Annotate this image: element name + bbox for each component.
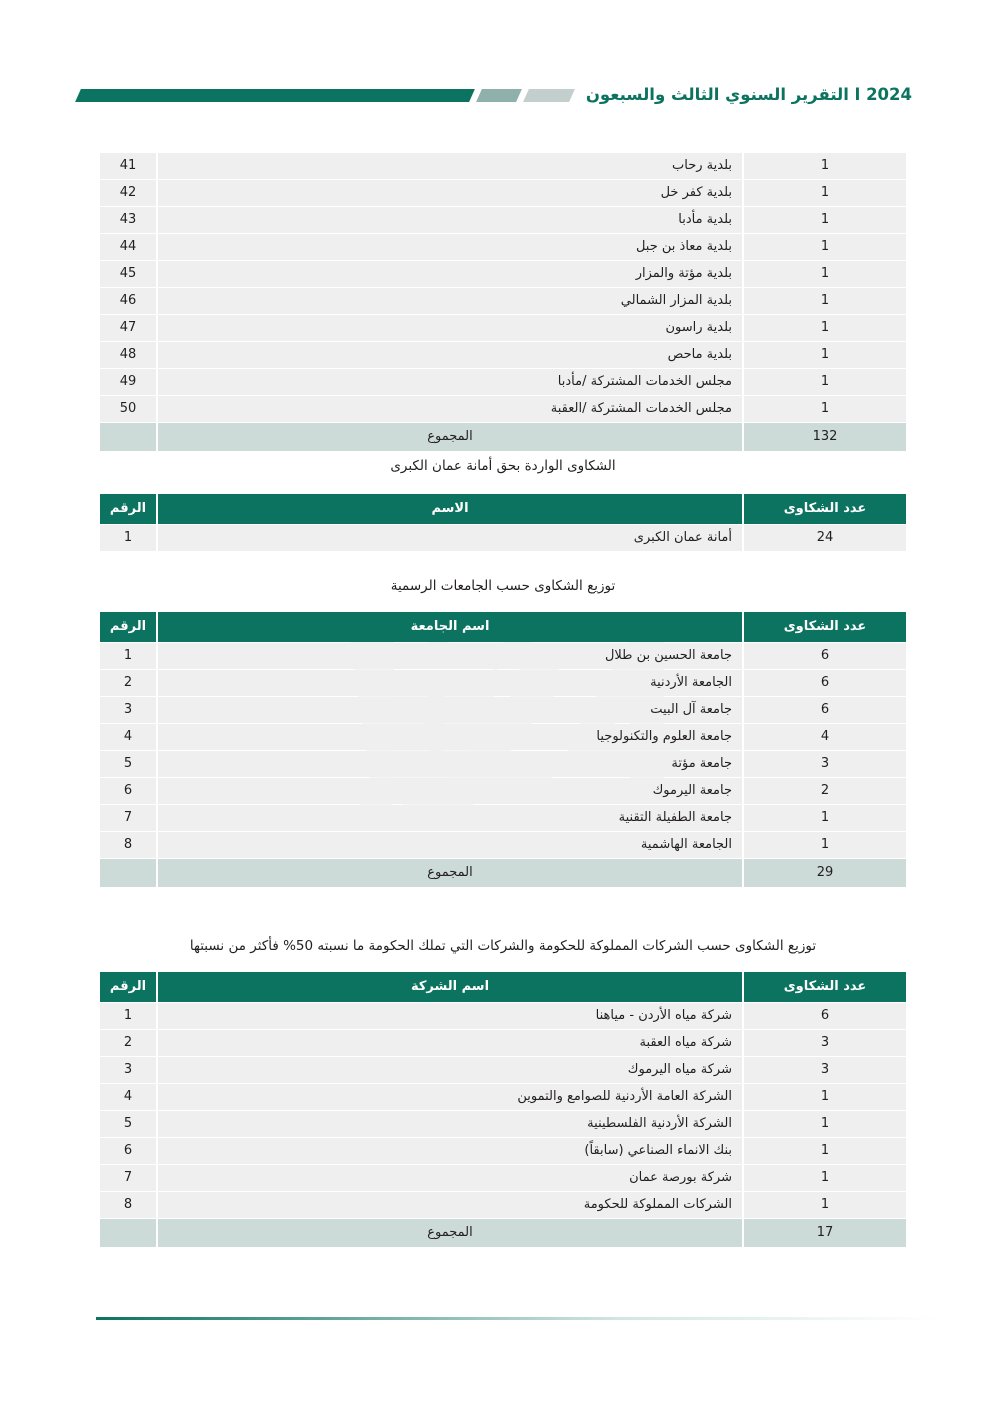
table-row	[100, 670, 906, 696]
cell-name: جامعة مؤتة	[156, 751, 744, 777]
cell-num: 7	[100, 805, 156, 831]
table-row	[100, 805, 906, 831]
column-header-count: عدد الشكاوى	[744, 612, 906, 642]
cell-name: الشركات المملوكة للحكومة	[156, 1192, 744, 1218]
footer-rule	[96, 1317, 940, 1320]
cell-num: 1	[100, 643, 156, 669]
total-spacer	[100, 1219, 156, 1247]
table-row	[100, 697, 906, 723]
cell-name: الشركة العامة الأردنية للصوامع والتموين	[156, 1084, 744, 1110]
table-row	[100, 525, 906, 551]
cell-name: شركة مياه اليرموك	[156, 1057, 744, 1083]
cell-num: 6	[100, 778, 156, 804]
cell-name: بنك الانماء الصناعي (سابقاً)	[156, 1138, 744, 1164]
cell-name: شركة بورصة عمان	[156, 1165, 744, 1191]
cell-name: جامعة الطفيلة التقنية	[156, 805, 744, 831]
table-companies	[100, 971, 906, 1248]
table-row	[100, 261, 906, 287]
cell-count: 1	[744, 1111, 906, 1137]
header-bar-segment-accent	[75, 89, 475, 102]
caption-companies: توزيع الشكاوى حسب الشركات المملوكة للحكومة والشركات التي تملك الحكومة ما نسبته 50% فأكثر من نسبتها	[189, 938, 817, 954]
cell-name: جامعة آل البيت	[156, 697, 744, 723]
cell-name: شركة مياه العقبة	[156, 1030, 744, 1056]
column-header-name: اسم الجامعة	[156, 612, 744, 642]
cell-name: بلدية مؤتة والمزار	[156, 261, 744, 287]
cell-num: 8	[100, 1192, 156, 1218]
table-row	[100, 1003, 906, 1029]
cell-count: 6	[744, 697, 906, 723]
cell-count: 1	[744, 1084, 906, 1110]
table-universities	[100, 611, 906, 888]
cell-count: 6	[744, 1003, 906, 1029]
cell-name: بلدية المزار الشمالي	[156, 288, 744, 314]
report-title: 2024 ا التقرير السنوي الثالث والسبعون	[585, 84, 912, 104]
cell-count: 1	[744, 315, 906, 341]
cell-num: 41	[100, 153, 156, 179]
cell-count: 4	[744, 724, 906, 750]
cell-count: 3	[744, 1030, 906, 1056]
column-header-count: عدد الشكاوى	[744, 494, 906, 524]
column-header-name: الاسم	[156, 494, 744, 524]
table-body	[100, 525, 906, 551]
header-bar-segment-light	[523, 89, 575, 102]
cell-count: 1	[744, 153, 906, 179]
cell-count: 2	[744, 778, 906, 804]
cell-count: 1	[744, 342, 906, 368]
total-value: 132	[744, 423, 906, 451]
table-row	[100, 234, 906, 260]
table-row	[100, 1165, 906, 1191]
cell-num: 44	[100, 234, 156, 260]
cell-num: 7	[100, 1165, 156, 1191]
page-header	[0, 78, 1000, 112]
cell-num: 6	[100, 1138, 156, 1164]
table-header	[100, 612, 906, 642]
cell-num: 46	[100, 288, 156, 314]
cell-name: الشركة الأردنية الفلسطينية	[156, 1111, 744, 1137]
cell-name: بلدية ماحص	[156, 342, 744, 368]
header-bar-segment-mid	[476, 89, 522, 102]
cell-name: جامعة الحسين بن طلال	[156, 643, 744, 669]
table-body	[100, 153, 906, 451]
cell-count: 1	[744, 234, 906, 260]
table-row	[100, 207, 906, 233]
section-greater-amman	[100, 493, 906, 552]
cell-name: بلدية راسون	[156, 315, 744, 341]
table-body	[100, 1003, 906, 1247]
total-label: المجموع	[156, 1219, 744, 1247]
cell-count: 6	[744, 670, 906, 696]
table-row	[100, 396, 906, 422]
cell-num: 3	[100, 1057, 156, 1083]
cell-count: 3	[744, 751, 906, 777]
cell-num: 50	[100, 396, 156, 422]
cell-name: الجامعة الأردنية	[156, 670, 744, 696]
cell-name: جامعة العلوم والتكنولوجيا	[156, 724, 744, 750]
cell-name: جامعة اليرموك	[156, 778, 744, 804]
cell-num: 5	[100, 1111, 156, 1137]
table-row	[100, 1111, 906, 1137]
cell-num: 4	[100, 1084, 156, 1110]
cell-num: 2	[100, 670, 156, 696]
cell-count: 1	[744, 1165, 906, 1191]
cell-count: 1	[744, 369, 906, 395]
cell-name: الجامعة الهاشمية	[156, 832, 744, 858]
table-row	[100, 180, 906, 206]
cell-num: 42	[100, 180, 156, 206]
table-header-row	[100, 494, 906, 524]
cell-count: 1	[744, 261, 906, 287]
cell-num: 1	[100, 525, 156, 551]
table-row	[100, 751, 906, 777]
cell-num: 5	[100, 751, 156, 777]
table-row	[100, 1030, 906, 1056]
column-header-num: الرقم	[100, 612, 156, 642]
table-row	[100, 342, 906, 368]
cell-count: 6	[744, 643, 906, 669]
table-header	[100, 494, 906, 524]
cell-num: 2	[100, 1030, 156, 1056]
table-greater-amman	[100, 493, 906, 552]
table-row	[100, 1084, 906, 1110]
table-total-row	[100, 423, 906, 451]
cell-name: بلدية رحاب	[156, 153, 744, 179]
cell-count: 1	[744, 1192, 906, 1218]
column-header-name: اسم الشركة	[156, 972, 744, 1002]
table-row	[100, 643, 906, 669]
table-header	[100, 972, 906, 1002]
table-row	[100, 778, 906, 804]
header-decoration	[78, 87, 572, 103]
cell-name: بلدية كفر خل	[156, 180, 744, 206]
cell-name: مجلس الخدمات المشتركة /العقبة	[156, 396, 744, 422]
caption-universities: توزيع الشكاوى حسب الجامعات الرسمية	[390, 578, 616, 594]
total-value: 17	[744, 1219, 906, 1247]
cell-num: 3	[100, 697, 156, 723]
cell-name: بلدية مأدبا	[156, 207, 744, 233]
cell-count: 1	[744, 832, 906, 858]
column-header-num: الرقم	[100, 972, 156, 1002]
cell-count: 1	[744, 805, 906, 831]
cell-num: 47	[100, 315, 156, 341]
table-row	[100, 288, 906, 314]
cell-count: 1	[744, 1138, 906, 1164]
table-row	[100, 1138, 906, 1164]
cell-count: 3	[744, 1057, 906, 1083]
table-row	[100, 1192, 906, 1218]
cell-count: 24	[744, 525, 906, 551]
table-row	[100, 724, 906, 750]
table-row	[100, 153, 906, 179]
column-header-num: الرقم	[100, 494, 156, 524]
caption-greater-amman: الشكاوى الواردة بحق أمانة عمان الكبرى	[390, 458, 616, 474]
cell-count: 1	[744, 207, 906, 233]
cell-num: 8	[100, 832, 156, 858]
table-row	[100, 1057, 906, 1083]
cell-count: 1	[744, 180, 906, 206]
total-value: 29	[744, 859, 906, 887]
cell-num: 49	[100, 369, 156, 395]
section-municipalities	[100, 152, 906, 452]
section-companies	[100, 971, 906, 1248]
table-total-row	[100, 1219, 906, 1247]
table-header-row	[100, 972, 906, 1002]
cell-name: أمانة عمان الكبرى	[156, 525, 744, 551]
cell-num: 4	[100, 724, 156, 750]
table-row	[100, 832, 906, 858]
total-spacer	[100, 859, 156, 887]
cell-num: 45	[100, 261, 156, 287]
table-header-row	[100, 612, 906, 642]
cell-name: شركة مياه الأردن - مياهنا	[156, 1003, 744, 1029]
cell-count: 1	[744, 288, 906, 314]
column-header-count: عدد الشكاوى	[744, 972, 906, 1002]
cell-name: بلدية معاذ بن جبل	[156, 234, 744, 260]
cell-num: 48	[100, 342, 156, 368]
table-total-row	[100, 859, 906, 887]
section-universities	[100, 611, 906, 888]
cell-num: 43	[100, 207, 156, 233]
cell-count: 1	[744, 396, 906, 422]
total-spacer	[100, 423, 156, 451]
total-label: المجموع	[156, 423, 744, 451]
cell-num: 1	[100, 1003, 156, 1029]
cell-name: مجلس الخدمات المشتركة /مأدبا	[156, 369, 744, 395]
table-row	[100, 369, 906, 395]
table-municipalities	[100, 152, 906, 452]
total-label: المجموع	[156, 859, 744, 887]
table-row	[100, 315, 906, 341]
table-body	[100, 643, 906, 887]
